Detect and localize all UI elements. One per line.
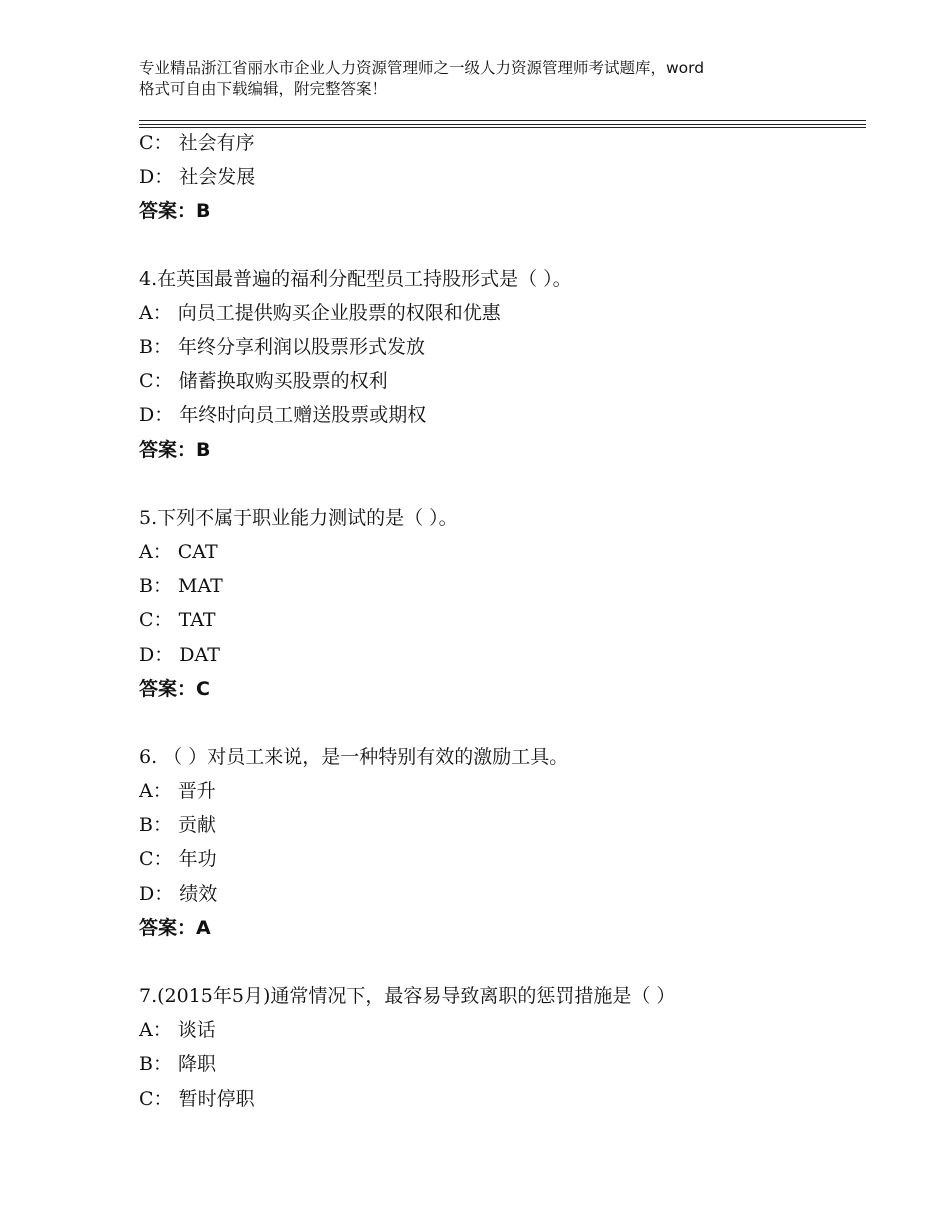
header-title-line-1: 专业精品浙江省丽水市企业人力资源管理师之一级人力资源管理师考试题库，word: [139, 59, 705, 77]
q7-option-a: A： 谈话: [139, 1019, 216, 1041]
q5-option-a: A： CAT: [139, 541, 218, 563]
q4-option-c: C： 储蓄换取购买股票的权利: [139, 370, 388, 392]
q5-option-c: C： TAT: [139, 609, 216, 631]
q3-option-d: D： 社会发展: [139, 166, 256, 188]
document-header: [139, 58, 829, 100]
q3-option-c: C： 社会有序: [139, 132, 255, 154]
q4-stem: 4.在英国最普遍的福利分配型员工持股形式是（ ）。: [139, 268, 572, 290]
q5-stem: 5.下列不属于职业能力测试的是（ ）。: [139, 507, 458, 529]
q7-stem: 7.(2015年5月)通常情况下，最容易导致离职的惩罚措施是（ ）: [139, 985, 676, 1007]
q4-answer: 答案：B: [139, 439, 211, 461]
header-divider-bottom: [139, 127, 866, 128]
q6-answer: 答案：A: [139, 917, 211, 939]
header-title-line-2: 格式可自由下载编辑，附完整答案！: [139, 80, 388, 98]
q6-option-b: B： 贡献: [139, 814, 217, 836]
q5-option-b: B： MAT: [139, 575, 223, 597]
q6-option-d: D： 绩效: [139, 883, 218, 905]
q6-option-a: A： 晋升: [139, 780, 216, 802]
q6-stem: 6. （ ）对员工来说，是一种特别有效的激励工具。: [139, 746, 569, 768]
q4-option-d: D： 年终时向员工赠送股票或期权: [139, 404, 427, 426]
q6-option-c: C： 年功: [139, 848, 217, 870]
q4-option-a: A： 向员工提供购买企业股票的权限和优惠: [139, 302, 501, 324]
q5-answer: 答案：C: [139, 678, 210, 700]
q4-option-b: B： 年终分享利润以股票形式发放: [139, 336, 426, 358]
q7-option-b: B： 降职: [139, 1053, 217, 1075]
q3-answer: 答案：B: [139, 200, 211, 222]
header-divider-top: [139, 120, 866, 121]
q7-option-c: C： 暂时停职: [139, 1088, 255, 1110]
header-divider-middle: [139, 124, 866, 125]
q5-option-d: D： DAT: [139, 644, 220, 666]
